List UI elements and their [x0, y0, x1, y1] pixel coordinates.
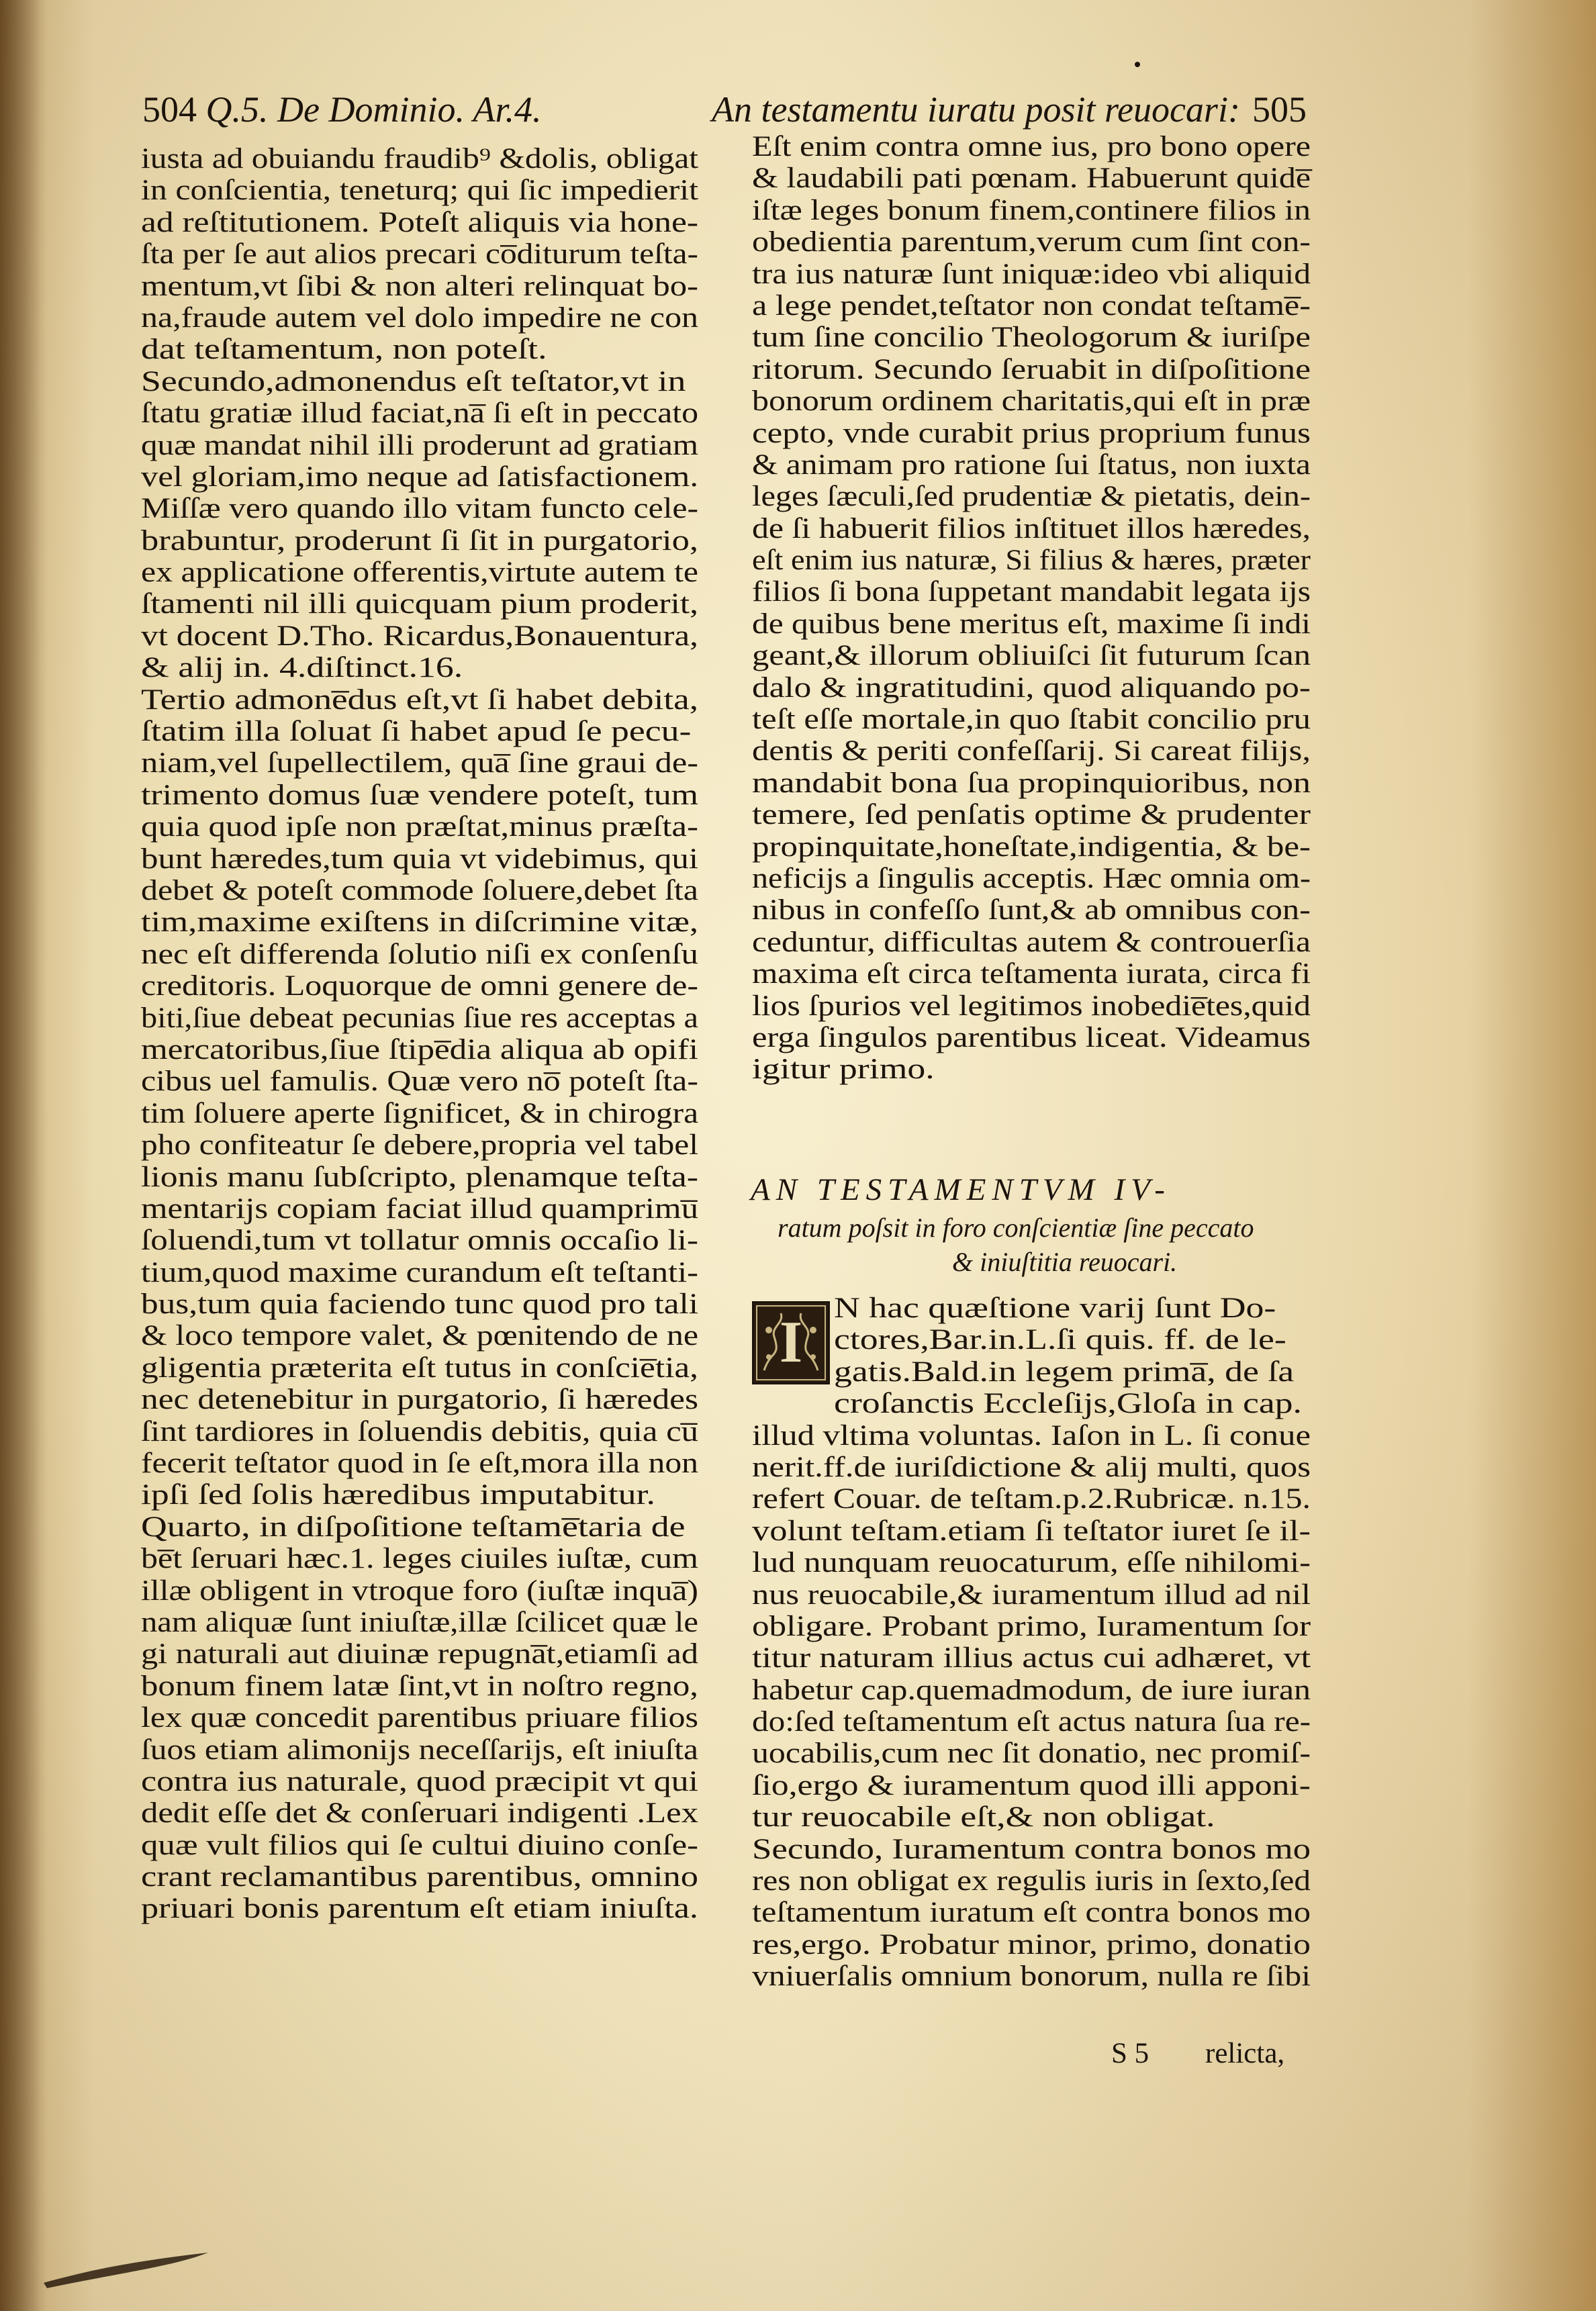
- text-line: ſuos etiam alimonijs neceſſarijs, eſt iniuſta: [141, 1734, 698, 1766]
- text-line: nus reuocabile,& iuramentum illud ad nil: [752, 1578, 1311, 1611]
- text-line: debet & poteſt commode ſoluere,debet ſta: [141, 874, 698, 906]
- signature-mark: S 5: [1111, 2038, 1149, 2069]
- text-line: do:ſed teſtamentum eſt actus natura ſua re-: [752, 1706, 1311, 1738]
- binding-shadow: [0, 0, 47, 2311]
- text-line: leges ſæculi,ſed prudentiæ & pietatis, dein-: [752, 481, 1311, 513]
- section-heading-line-1: AN TESTAMENTVM IV-: [751, 1172, 1171, 1207]
- text-line: croſanctis Eccleſijs,Gloſa in cap.: [834, 1388, 1302, 1420]
- text-line: tim ſoluere aperte ſignificet, & in chirogra: [141, 1097, 698, 1129]
- right-column-bottom: [752, 1292, 1311, 1993]
- ink-stain: [40, 2236, 215, 2290]
- text-line: illæ obligent in vtroque foro (iuſtæ inqua̅): [141, 1574, 698, 1607]
- text-line: tium,quod maxime curandum eſt teſtanti-: [141, 1256, 698, 1288]
- text-line: gatis.Bald.in legem prima̅, de ſa: [834, 1356, 1295, 1388]
- text-line: quæ vult filios qui ſe cultui diuino conſe-: [141, 1829, 698, 1861]
- text-line: bus,tum quia faciendo tunc quod pro tali: [141, 1288, 698, 1321]
- text-line: mercatoribus,ſiue ſtipe̅dia aliqua ab opifi: [141, 1033, 698, 1066]
- text-line: refert Couar. de teſtam.p.2.Rubricæ. n.15.: [752, 1483, 1311, 1515]
- text-line: & laudabili pati pœnam. Habuerunt quide̅: [752, 162, 1311, 195]
- text-line: illud vltima voluntas. Iaſon in L. ſi conue: [752, 1419, 1311, 1452]
- text-line: bonum finem latæ ſint,vt in noſtro regno,: [141, 1670, 698, 1702]
- text-line: ſtatim illa ſoluat ſi habet apud ſe pecu-: [141, 716, 692, 748]
- text-line: brabuntur, proderunt ſi ſit in purgatorio,: [141, 524, 698, 557]
- text-line: ex applicatione offerentis,virtute autem te: [141, 557, 698, 589]
- text-line: uocabilis,cum nec ſit donatio, nec promiſ-: [752, 1738, 1311, 1770]
- text-line: contra ius naturale, quod præcipit vt qui: [141, 1765, 698, 1797]
- text-line: Tertio admone̅dus eſt,vt ſi habet debita,: [141, 683, 698, 716]
- text-line: in conſcientia, teneturq; qui ſic impedierit: [141, 175, 698, 207]
- text-line: propinquitate,honeſtate,indigentia, & be-: [752, 831, 1311, 863]
- text-line: na,fraude autem vel dolo impedire ne con: [141, 301, 698, 334]
- running-head-left: [142, 89, 542, 130]
- text-line: vel gloriam,imo neque ad ſatisfactionem.: [141, 461, 698, 493]
- text-line: titur naturam illius actus cui adhæret, vt: [752, 1642, 1311, 1675]
- text-line: dentis & periti confeſſarij. Si careat filijs,: [752, 735, 1311, 767]
- text-line: ctores,Bar.in.L.ſi quis. ff. de le-: [834, 1324, 1286, 1356]
- text-line: nibus in confeſſo ſunt,& ab omnibus con-: [752, 894, 1311, 927]
- text-line: ipſi ſed ſolis hæredibus imputabitur.: [141, 1479, 655, 1511]
- text-line: Secundo,admonendus eſt teſtator,vt in: [141, 365, 686, 397]
- text-line: igitur primo.: [752, 1053, 935, 1086]
- folio-right: 505: [1252, 89, 1307, 130]
- text-line: de quibus bene meritus eſt, maxime ſi indi: [752, 608, 1311, 640]
- catchword: relicta,: [1205, 2038, 1285, 2069]
- text-line: ſtamenti nil illi quicquam pium proderit,: [141, 588, 698, 620]
- text-line: obligare. Probant primo, Iuramentum ſor: [752, 1610, 1311, 1642]
- text-line: quia quod ipſe non præſtat,minus præſta-: [141, 811, 698, 843]
- right-column-top: [752, 131, 1311, 1086]
- text-line: temere, ſed penſatis optime & prudenter: [752, 799, 1311, 831]
- text-line: ceduntur, difficultas autem & controuerſia: [752, 926, 1311, 958]
- section-heading-line-3: & iniuſtitia reuocari.: [952, 1247, 1178, 1277]
- text-line: N hac quæſtione varij ſunt Do-: [834, 1292, 1276, 1324]
- text-line: ſtatu gratiæ illud faciat,na̅ ſi eſt in peccato: [141, 397, 698, 430]
- section-heading: [751, 1172, 1308, 1278]
- text-line: bonorum ordinem charitatis,qui eſt in præ: [752, 385, 1311, 418]
- text-line: dat teſtamentum, non poteſt.: [141, 334, 547, 366]
- text-line: Quarto, in diſpoſitione teſtame̅taria de: [141, 1511, 686, 1543]
- text-line: vniuerſalis omnium bonorum, nulla re ſibi: [752, 1961, 1311, 1993]
- text-line: ad reſtitutionem. Poteſt aliquis via hone-: [141, 206, 698, 238]
- text-line: vt docent D.Tho. Ricardus,Bonauentura,: [141, 620, 698, 652]
- text-line: priuari bonis parentum eſt etiam iniuſta.: [141, 1893, 698, 1925]
- text-line: niam,vel ſupellectilem, qua̅ ſine graui de-: [141, 747, 698, 780]
- text-line: trimento domus ſuæ vendere poteſt, tum: [141, 779, 698, 811]
- text-line: & loco tempore valet, & pœnitendo de ne: [141, 1320, 698, 1352]
- text-line: iusta ad obuiandu fraudib⁹ &dolis, obligat: [141, 143, 698, 175]
- text-line: ſint tardiores in ſoluendis debitis, quia cu̅: [141, 1415, 698, 1448]
- text-line: mandabit bona ſua propinquioribus, non: [752, 767, 1311, 799]
- text-line: res non obligat ex regulis iuris in ſexto,ſed: [752, 1865, 1311, 1897]
- text-line: lud nunquam reuocaturum, eſſe nihilomi-: [752, 1547, 1311, 1579]
- running-head-right: [712, 89, 1240, 130]
- text-line: tum ſine concilio Theologorum & iuriſpe: [752, 322, 1311, 354]
- text-line: nerit.ff.de iuriſdictione & alij multi, quos: [752, 1451, 1311, 1483]
- text-line: lex quæ concedit parentibus priuare filios: [141, 1702, 698, 1734]
- text-line: cibus uel famulis. Quæ vero no̅ poteſt ſta-: [141, 1066, 698, 1098]
- text-line: dalo & ingratitudini, quod aliquando po-: [752, 671, 1311, 704]
- left-column: [141, 143, 698, 1925]
- text-line: quæ mandat nihil illi proderunt ad gratiam: [141, 429, 698, 461]
- text-line: be̅t ſeruari hæc.1. leges ciuiles iuſtæ, cum: [141, 1543, 698, 1575]
- text-line: nec detenebitur in purgatorio, ſi hæredes: [141, 1384, 698, 1416]
- text-line: a lege pendet,teſtator non condat teſtame̅-: [752, 289, 1311, 322]
- text-line: creditoris. Loquorque de omni genere de-: [141, 970, 698, 1002]
- text-line: lionis manu ſubſcripto, plenamque teſta-: [141, 1161, 698, 1193]
- text-line: nec eſt differenda ſolutio niſi ex conſenſu: [141, 938, 698, 970]
- text-line: ſta per ſe aut alios precari co̅diturum teſta-: [141, 238, 698, 271]
- text-line: dedit eſſe det & conſeruari indigenti .Lex: [141, 1797, 698, 1830]
- text-line: res,ergo. Probatur minor, primo, donatio: [752, 1928, 1311, 1961]
- text-line: tra ius naturæ ſunt iniquæ:ideo vbi aliquid: [752, 258, 1311, 290]
- text-line: tur reuocabile eſt,& non obligat.: [752, 1801, 1215, 1834]
- text-line: Eſt enim contra omne ius, pro bono opere: [752, 131, 1311, 162]
- text-line: mentum,vt ſibi & non alteri relinquat bo-: [141, 270, 698, 302]
- text-line: maxima eſt circa teſtamenta iurata, circa fi: [752, 958, 1311, 990]
- text-line: crant reclamantibus parentibus, omnino: [141, 1861, 698, 1893]
- folio-left: 504: [142, 89, 197, 130]
- text-line: teſt eſſe mortale,in quo ſtabit concilio pru: [752, 704, 1311, 736]
- text-line: nam aliquæ ſunt iniuſtæ,illæ ſcilicet quæ le: [141, 1606, 698, 1638]
- text-line: Miſſæ vero quando illo vitam functo cele-: [141, 493, 698, 525]
- text-line: eſt enim ius naturæ, Si filius & hæres, præter: [752, 545, 1311, 577]
- text-line: de ſi habuerit filios inſtituet illos hæredes,: [752, 512, 1311, 545]
- text-line: volunt teſtam.etiam ſi teſtator iuret ſe il-: [752, 1515, 1311, 1547]
- text-line: Secundo, Iuramentum contra bonos mo: [752, 1833, 1311, 1865]
- text-line: neficijs a ſingulis acceptis. Hæc omnia om-: [752, 862, 1311, 894]
- text-line: & alij in. 4.diſtinct.16.: [141, 652, 463, 684]
- text-line: lios ſpurios vel legitimos inobedie̅tes,quid: [752, 990, 1311, 1022]
- text-line: tim,maxime exiſtens in diſcrimine vitæ,: [141, 906, 698, 939]
- text-line: geant,& illorum obliuiſci ſit futurum ſcan: [752, 640, 1311, 672]
- text-line: bunt hæredes,tum quia vt videbimus, qui: [141, 843, 698, 875]
- text-line: habetur cap.quemadmodum, de iure iuran: [752, 1674, 1311, 1706]
- ink-dot: [1135, 62, 1140, 67]
- text-line: iſtæ leges bonum finem,continere filios in: [752, 194, 1311, 226]
- text-line: filios ſi bona ſuppetant mandabit legata ijs: [752, 576, 1311, 608]
- text-line: biti,ſiue debeat pecunias ſiue res acceptas a: [141, 1002, 698, 1034]
- dropcap-letter: I: [779, 1310, 803, 1375]
- text-line: & animam pro ratione ſui ſtatus, non iuxta: [752, 449, 1311, 481]
- text-line: pho confiteatur ſe debere,propria vel tabel: [141, 1129, 698, 1162]
- text-line: gi naturali aut diuinæ repugna̅t,etiamſi ad: [141, 1638, 698, 1670]
- text-line: ſio,ergo & iuramentum quod illi apponi-: [752, 1769, 1311, 1801]
- section-heading-line-2: ratum poſsit in foro conſcientiæ ſine peccato: [778, 1213, 1254, 1243]
- text-line: gligentia præterita eſt tutus in conſcie̅tia,: [141, 1352, 698, 1384]
- text-line: ſoluendi,tum vt tollatur omnis occaſio li-: [141, 1225, 698, 1257]
- running-title-left: Q.5. De Dominio. Ar.4.: [205, 89, 542, 130]
- text-line: obedientia parentum,verum cum ſint con-: [752, 226, 1311, 258]
- text-line: teſtamentum iuratum eſt contra bonos mo: [752, 1897, 1311, 1929]
- text-line: fecerit teſtator quod in ſe eſt,mora illa non: [141, 1448, 698, 1480]
- text-line: ritorum. Secundo ſeruabit in diſpoſitione: [752, 353, 1311, 385]
- text-line: erga ſingulos parentibus liceat. Videamus: [752, 1021, 1311, 1053]
- text-line: mentarijs copiam faciat illud quamprimu̅: [141, 1192, 698, 1225]
- text-line: cepto, vnde curabit prius proprium funus: [752, 417, 1311, 449]
- running-title-right: An testamentu iuratu posit reuocari:: [712, 89, 1240, 130]
